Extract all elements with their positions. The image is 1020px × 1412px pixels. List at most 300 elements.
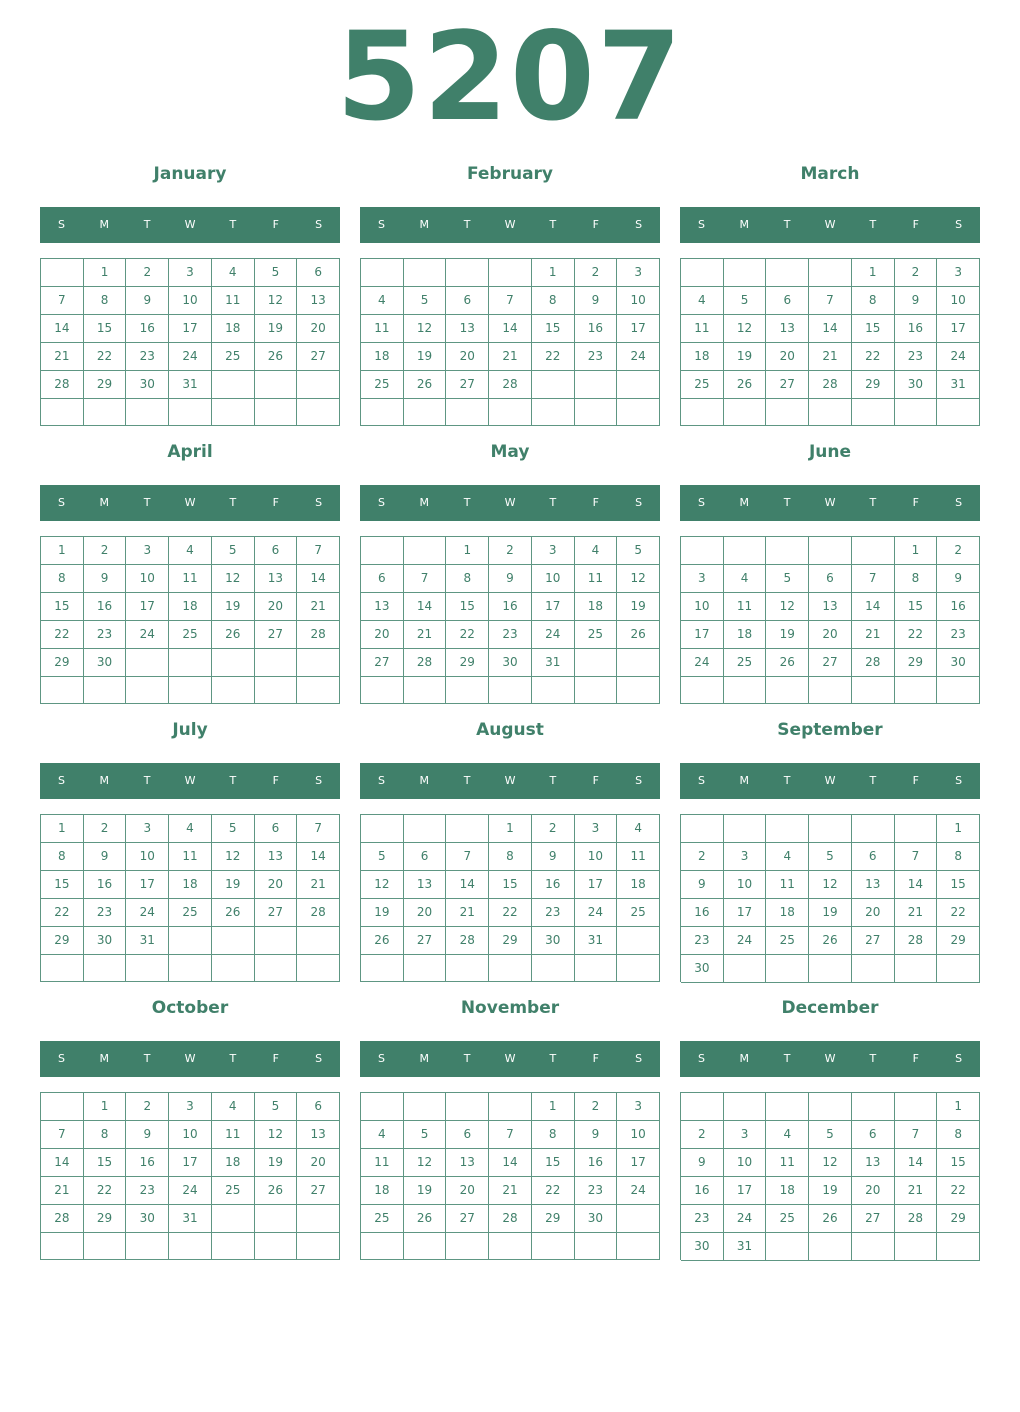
day-cell: 27: [852, 927, 895, 955]
day-cell: 21: [489, 343, 532, 371]
day-cell: 10: [169, 287, 212, 315]
weekday-header: [680, 207, 980, 243]
day-cell: 28: [446, 927, 489, 955]
weekday-label: F: [592, 218, 599, 231]
weekday-label: W: [824, 218, 836, 231]
empty-day-cell: [361, 1233, 404, 1260]
weekday-label: M: [419, 1052, 430, 1065]
day-cell: 19: [404, 1177, 447, 1205]
weekday-label: W: [184, 1052, 196, 1065]
day-cell: 2: [575, 1093, 618, 1121]
weekday-label: S: [697, 496, 705, 509]
weekday-label: T: [783, 218, 791, 231]
day-cell: 13: [446, 315, 489, 343]
weekday-label: T: [229, 218, 237, 231]
day-cell: 24: [617, 1177, 660, 1205]
day-cell: 19: [809, 899, 852, 927]
day-cell: 28: [297, 621, 340, 649]
weekday-label: M: [739, 774, 750, 787]
empty-day-cell: [255, 1233, 298, 1260]
day-cell: 2: [532, 815, 575, 843]
day-cell: 15: [937, 1149, 980, 1177]
day-cell: 24: [575, 899, 618, 927]
weekday-label: W: [184, 774, 196, 787]
day-cell: 28: [489, 371, 532, 399]
empty-day-cell: [255, 1205, 298, 1233]
empty-day-cell: [895, 1233, 938, 1261]
empty-day-cell: [809, 399, 852, 426]
empty-day-cell: [532, 371, 575, 399]
day-cell: 10: [617, 287, 660, 315]
empty-day-cell: [489, 1233, 532, 1260]
day-cell: 1: [84, 1093, 127, 1121]
day-cell: 7: [297, 815, 340, 843]
day-cell: 30: [126, 1205, 169, 1233]
day-cell: 29: [41, 927, 84, 955]
empty-day-cell: [617, 955, 660, 982]
day-cell: 7: [41, 287, 84, 315]
empty-day-cell: [895, 1093, 938, 1121]
day-cell: 5: [617, 537, 660, 565]
empty-day-cell: [255, 649, 298, 677]
day-cell: 22: [532, 343, 575, 371]
day-cell: 3: [617, 1093, 660, 1121]
day-cell: 2: [489, 537, 532, 565]
day-cell: 6: [297, 1093, 340, 1121]
day-cell: 21: [895, 1177, 938, 1205]
day-cell: 19: [255, 315, 298, 343]
day-cell: 23: [937, 621, 980, 649]
day-cell: 17: [937, 315, 980, 343]
weekday-label: T: [143, 218, 151, 231]
day-cell: 20: [255, 593, 298, 621]
day-cell: 3: [532, 537, 575, 565]
day-cell: 29: [489, 927, 532, 955]
day-cell: 30: [681, 1233, 724, 1261]
day-cell: 9: [489, 565, 532, 593]
weekday-header: [360, 763, 660, 799]
empty-day-cell: [404, 955, 447, 982]
empty-day-cell: [937, 399, 980, 426]
weekday-label: F: [592, 774, 599, 787]
empty-day-cell: [766, 815, 809, 843]
day-cell: 21: [895, 899, 938, 927]
day-cell: 24: [681, 649, 724, 677]
day-cell: 27: [297, 1177, 340, 1205]
empty-day-cell: [169, 677, 212, 704]
day-cell: 21: [852, 621, 895, 649]
day-cell: 4: [361, 287, 404, 315]
weekday-label: S: [315, 774, 323, 787]
day-cell: 17: [532, 593, 575, 621]
day-cell: 5: [212, 537, 255, 565]
day-cell: 16: [895, 315, 938, 343]
day-cell: 13: [361, 593, 404, 621]
day-cell: 29: [84, 371, 127, 399]
day-cell: 6: [255, 537, 298, 565]
empty-day-cell: [404, 677, 447, 704]
empty-day-cell: [532, 677, 575, 704]
day-cell: 31: [575, 927, 618, 955]
day-cell: 12: [255, 1121, 298, 1149]
day-cell: 23: [126, 343, 169, 371]
day-cell: 24: [617, 343, 660, 371]
empty-day-cell: [617, 677, 660, 704]
day-cell: 8: [895, 565, 938, 593]
day-cell: 24: [532, 621, 575, 649]
weekday-label: S: [635, 774, 643, 787]
empty-day-cell: [724, 955, 767, 983]
day-cell: 27: [852, 1205, 895, 1233]
day-cell: 20: [852, 1177, 895, 1205]
day-cell: 8: [84, 1121, 127, 1149]
day-cell: 17: [169, 315, 212, 343]
day-cell: 1: [532, 1093, 575, 1121]
weekday-label: T: [463, 218, 471, 231]
day-cell: 25: [361, 371, 404, 399]
empty-day-cell: [766, 1233, 809, 1261]
day-cell: 23: [575, 1177, 618, 1205]
day-cell: 11: [169, 565, 212, 593]
empty-day-cell: [766, 537, 809, 565]
empty-day-cell: [169, 1233, 212, 1260]
empty-day-cell: [532, 1233, 575, 1260]
day-cell: 6: [297, 259, 340, 287]
day-cell: 13: [297, 287, 340, 315]
day-cell: 16: [937, 593, 980, 621]
day-cell: 21: [446, 899, 489, 927]
day-cell: 27: [404, 927, 447, 955]
day-grid: [360, 814, 660, 982]
day-cell: 15: [41, 871, 84, 899]
day-cell: 16: [532, 871, 575, 899]
day-cell: 17: [724, 1177, 767, 1205]
day-cell: 4: [212, 1093, 255, 1121]
day-cell: 13: [297, 1121, 340, 1149]
weekday-header: [680, 1041, 980, 1077]
weekday-label: W: [504, 774, 516, 787]
empty-day-cell: [84, 1233, 127, 1260]
day-cell: 21: [809, 343, 852, 371]
weekday-label: W: [824, 1052, 836, 1065]
day-grid: [40, 258, 340, 426]
weekday-label: M: [419, 218, 430, 231]
day-cell: 11: [681, 315, 724, 343]
day-cell: 17: [169, 1149, 212, 1177]
day-cell: 13: [446, 1149, 489, 1177]
day-cell: 15: [895, 593, 938, 621]
weekday-label: W: [184, 496, 196, 509]
day-cell: 3: [126, 537, 169, 565]
day-cell: 26: [766, 649, 809, 677]
empty-day-cell: [361, 955, 404, 982]
day-cell: 29: [852, 371, 895, 399]
weekday-label: M: [739, 496, 750, 509]
weekday-label: T: [229, 774, 237, 787]
weekday-label: S: [57, 774, 65, 787]
empty-day-cell: [532, 955, 575, 982]
day-cell: 3: [169, 1093, 212, 1121]
day-cell: 13: [255, 565, 298, 593]
day-cell: 24: [937, 343, 980, 371]
weekday-header: [680, 763, 980, 799]
empty-day-cell: [297, 927, 340, 955]
day-cell: 30: [681, 955, 724, 983]
day-cell: 22: [41, 621, 84, 649]
empty-day-cell: [255, 927, 298, 955]
weekday-label: T: [783, 1052, 791, 1065]
day-cell: 8: [532, 287, 575, 315]
day-cell: 31: [532, 649, 575, 677]
weekday-label: W: [184, 218, 196, 231]
weekday-label: F: [912, 496, 919, 509]
day-cell: 18: [681, 343, 724, 371]
day-cell: 11: [212, 287, 255, 315]
day-cell: 27: [297, 343, 340, 371]
day-cell: 1: [41, 537, 84, 565]
day-cell: 9: [937, 565, 980, 593]
empty-day-cell: [169, 399, 212, 426]
day-cell: 31: [724, 1233, 767, 1261]
month-name: January: [153, 164, 227, 184]
day-cell: 5: [212, 815, 255, 843]
day-cell: 24: [169, 343, 212, 371]
day-cell: 3: [169, 259, 212, 287]
day-cell: 25: [361, 1205, 404, 1233]
day-cell: 25: [766, 1205, 809, 1233]
weekday-label: M: [739, 218, 750, 231]
day-cell: 23: [575, 343, 618, 371]
weekday-label: F: [272, 774, 279, 787]
empty-day-cell: [575, 1233, 618, 1260]
day-cell: 30: [895, 371, 938, 399]
empty-day-cell: [575, 955, 618, 982]
day-cell: 26: [617, 621, 660, 649]
day-cell: 29: [895, 649, 938, 677]
day-cell: 5: [404, 1121, 447, 1149]
day-cell: 9: [126, 1121, 169, 1149]
day-cell: 4: [766, 1121, 809, 1149]
day-cell: 14: [489, 315, 532, 343]
day-cell: 19: [617, 593, 660, 621]
empty-day-cell: [766, 399, 809, 426]
day-grid: [360, 536, 660, 704]
weekday-label: M: [419, 774, 430, 787]
day-cell: 23: [681, 927, 724, 955]
day-cell: 8: [41, 565, 84, 593]
day-cell: 1: [84, 259, 127, 287]
day-cell: 28: [809, 371, 852, 399]
day-cell: 12: [255, 287, 298, 315]
weekday-label: F: [912, 774, 919, 787]
empty-day-cell: [852, 677, 895, 704]
day-cell: 6: [852, 843, 895, 871]
day-cell: 28: [41, 1205, 84, 1233]
day-cell: 3: [617, 259, 660, 287]
day-cell: 9: [84, 565, 127, 593]
empty-day-cell: [617, 1233, 660, 1260]
weekday-label: S: [377, 774, 385, 787]
empty-day-cell: [404, 1093, 447, 1121]
day-cell: 23: [84, 621, 127, 649]
weekday-label: W: [504, 1052, 516, 1065]
day-cell: 7: [489, 287, 532, 315]
empty-day-cell: [361, 677, 404, 704]
day-cell: 30: [84, 649, 127, 677]
day-cell: 15: [532, 315, 575, 343]
day-cell: 14: [852, 593, 895, 621]
day-cell: 9: [126, 287, 169, 315]
empty-day-cell: [724, 259, 767, 287]
empty-day-cell: [446, 399, 489, 426]
day-cell: 3: [937, 259, 980, 287]
day-cell: 28: [852, 649, 895, 677]
day-grid: [680, 536, 980, 704]
weekday-label: S: [57, 1052, 65, 1065]
day-cell: 1: [41, 815, 84, 843]
empty-day-cell: [809, 815, 852, 843]
day-cell: 18: [169, 871, 212, 899]
day-cell: 2: [681, 843, 724, 871]
day-cell: 6: [446, 287, 489, 315]
day-cell: 31: [169, 1205, 212, 1233]
empty-day-cell: [489, 955, 532, 982]
empty-day-cell: [724, 399, 767, 426]
day-cell: 10: [169, 1121, 212, 1149]
weekday-label: W: [504, 496, 516, 509]
day-cell: 10: [575, 843, 618, 871]
day-cell: 6: [361, 565, 404, 593]
day-grid: [680, 814, 980, 982]
day-cell: 15: [446, 593, 489, 621]
day-cell: 17: [126, 593, 169, 621]
weekday-label: W: [824, 774, 836, 787]
empty-day-cell: [41, 955, 84, 982]
day-cell: 11: [212, 1121, 255, 1149]
weekday-header: [40, 763, 340, 799]
weekday-label: S: [315, 1052, 323, 1065]
day-cell: 7: [446, 843, 489, 871]
day-cell: 2: [84, 815, 127, 843]
month-name: September: [777, 720, 883, 740]
day-cell: 9: [681, 1149, 724, 1177]
empty-day-cell: [212, 371, 255, 399]
empty-day-cell: [895, 399, 938, 426]
day-cell: 20: [446, 1177, 489, 1205]
day-cell: 12: [404, 315, 447, 343]
weekday-label: T: [463, 1052, 471, 1065]
day-cell: 23: [681, 1205, 724, 1233]
day-cell: 2: [937, 537, 980, 565]
day-cell: 8: [446, 565, 489, 593]
day-cell: 10: [681, 593, 724, 621]
day-cell: 19: [724, 343, 767, 371]
day-cell: 22: [84, 343, 127, 371]
day-cell: 9: [681, 871, 724, 899]
day-cell: 21: [41, 343, 84, 371]
day-cell: 25: [766, 927, 809, 955]
weekday-label: T: [229, 496, 237, 509]
day-cell: 7: [489, 1121, 532, 1149]
weekday-label: M: [99, 218, 110, 231]
day-cell: 13: [852, 871, 895, 899]
day-cell: 28: [404, 649, 447, 677]
empty-day-cell: [446, 677, 489, 704]
empty-day-cell: [852, 815, 895, 843]
day-cell: 15: [532, 1149, 575, 1177]
weekday-label: T: [463, 496, 471, 509]
weekday-label: W: [824, 496, 836, 509]
day-cell: 21: [297, 871, 340, 899]
day-cell: 26: [361, 927, 404, 955]
empty-day-cell: [404, 399, 447, 426]
empty-day-cell: [766, 1093, 809, 1121]
weekday-label: M: [99, 774, 110, 787]
month-name: November: [460, 998, 560, 1018]
weekday-label: S: [635, 496, 643, 509]
weekday-label: S: [315, 496, 323, 509]
day-cell: 14: [41, 315, 84, 343]
day-cell: 11: [617, 843, 660, 871]
weekday-label: W: [504, 218, 516, 231]
day-cell: 12: [361, 871, 404, 899]
day-cell: 22: [84, 1177, 127, 1205]
empty-day-cell: [809, 955, 852, 983]
day-cell: 17: [575, 871, 618, 899]
day-cell: 28: [297, 899, 340, 927]
empty-day-cell: [895, 677, 938, 704]
day-cell: 3: [724, 1121, 767, 1149]
day-cell: 17: [724, 899, 767, 927]
day-grid: [40, 536, 340, 704]
day-cell: 22: [895, 621, 938, 649]
day-cell: 26: [404, 1205, 447, 1233]
day-cell: 5: [766, 565, 809, 593]
empty-day-cell: [489, 259, 532, 287]
day-cell: 1: [489, 815, 532, 843]
empty-day-cell: [212, 649, 255, 677]
empty-day-cell: [724, 537, 767, 565]
day-cell: 27: [766, 371, 809, 399]
day-cell: 30: [937, 649, 980, 677]
day-cell: 29: [41, 649, 84, 677]
day-cell: 22: [489, 899, 532, 927]
day-grid: [680, 258, 980, 426]
day-cell: 22: [532, 1177, 575, 1205]
day-cell: 13: [404, 871, 447, 899]
day-cell: 26: [404, 371, 447, 399]
weekday-label: F: [272, 1052, 279, 1065]
empty-day-cell: [895, 815, 938, 843]
day-cell: 18: [361, 343, 404, 371]
day-cell: 4: [361, 1121, 404, 1149]
day-cell: 20: [809, 621, 852, 649]
day-cell: 7: [895, 843, 938, 871]
weekday-label: S: [955, 1052, 963, 1065]
day-cell: 2: [575, 259, 618, 287]
empty-day-cell: [766, 677, 809, 704]
day-cell: 11: [575, 565, 618, 593]
day-cell: 22: [937, 899, 980, 927]
day-cell: 2: [895, 259, 938, 287]
day-cell: 25: [724, 649, 767, 677]
day-cell: 2: [681, 1121, 724, 1149]
day-cell: 10: [126, 843, 169, 871]
day-cell: 10: [724, 871, 767, 899]
empty-day-cell: [361, 537, 404, 565]
day-cell: 1: [852, 259, 895, 287]
day-cell: 28: [895, 1205, 938, 1233]
